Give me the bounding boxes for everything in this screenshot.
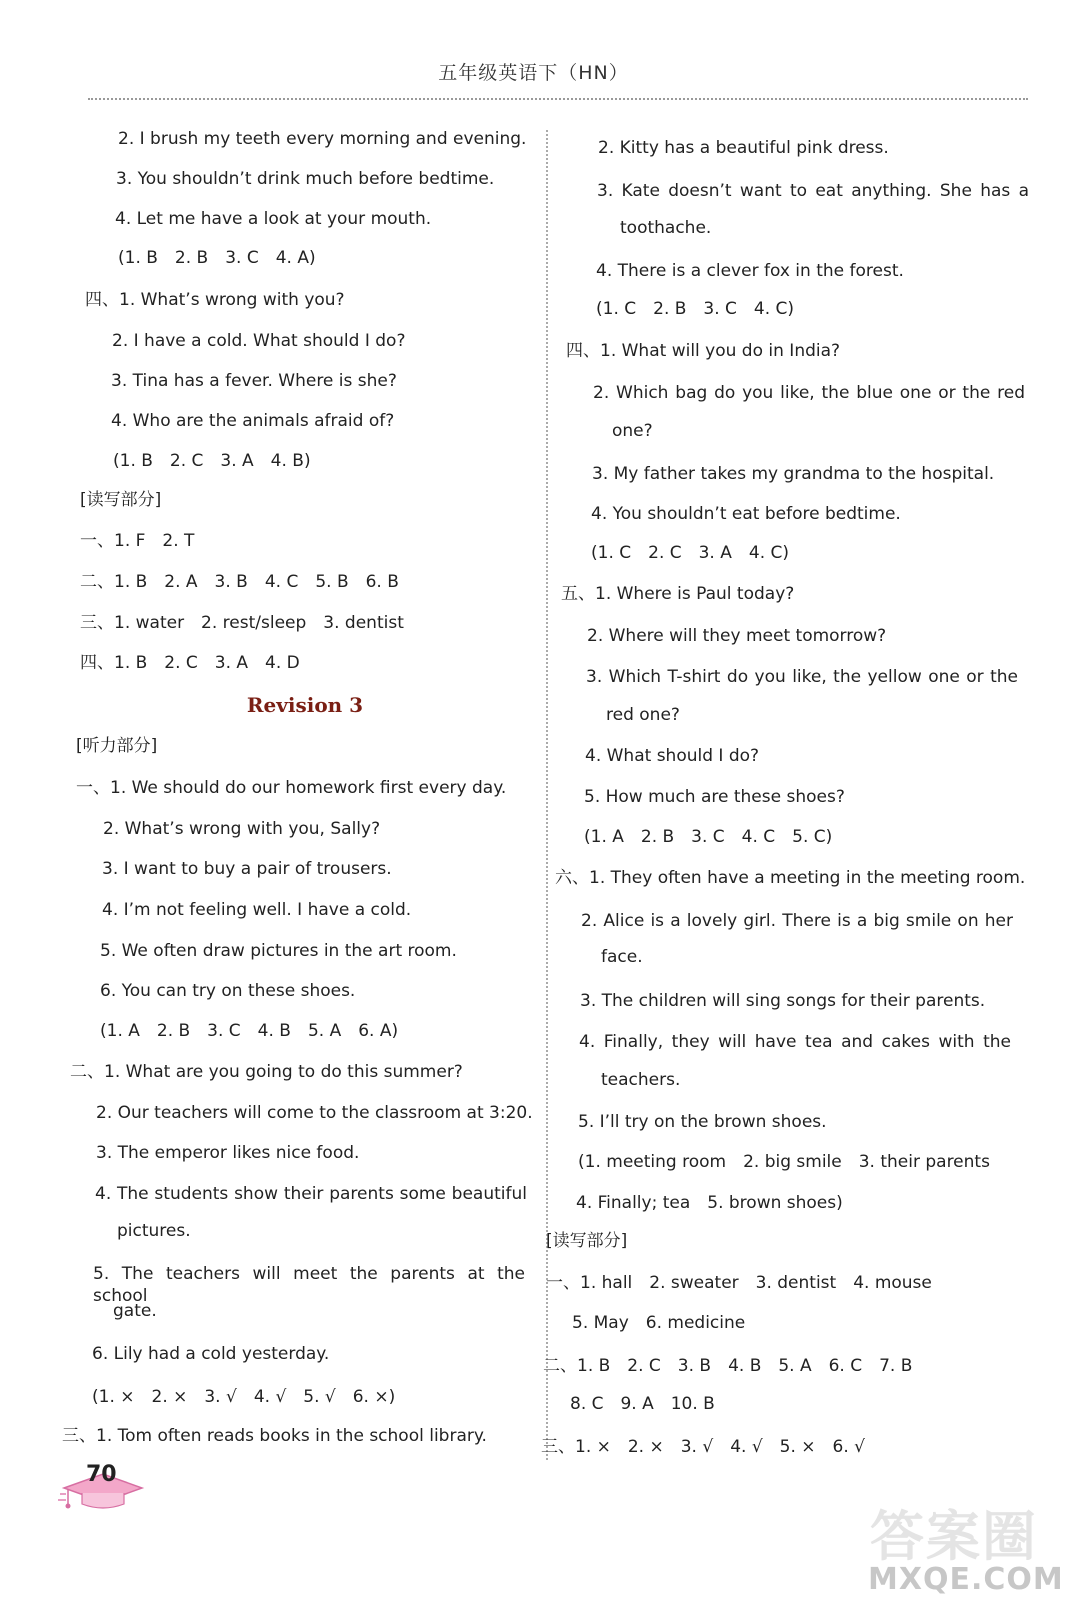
watermark-url: MXQE.COM	[868, 1562, 1064, 1597]
answer-key: 5. May 6. medicine	[572, 1313, 746, 1333]
section-label: [读写部分]	[546, 1231, 628, 1251]
answer-key: (1. A 2. B 3. C 4. B 5. A 6. A)	[100, 1021, 399, 1041]
left-line: 四、1. What’s wrong with you?	[85, 290, 345, 310]
answer-key: 二、1. B 2. C 3. B 4. B 5. A 6. C 7. B	[543, 1356, 913, 1376]
answer-key: 8. C 9. A 10. B	[570, 1394, 715, 1414]
left-line: 2. I have a cold. What should I do?	[112, 331, 406, 351]
left-line: 4. I’m not feeling well. I have a cold.	[102, 900, 412, 920]
left-line: 3. Tina has a fever. Where is she?	[111, 371, 397, 391]
page-number: 70	[86, 1462, 117, 1487]
right-line: 3. Kate doesn’t want to eat anything. She has a	[597, 181, 1029, 201]
column-divider	[546, 130, 548, 1460]
right-line: 3. The children will sing songs for their parents.	[580, 991, 986, 1011]
left-line: pictures.	[117, 1221, 191, 1241]
left-line: 二、1. What are you going to do this summer?	[70, 1062, 463, 1082]
right-line: 3. My father takes my grandma to the hospital.	[592, 464, 995, 484]
right-line: 四、1. What will you do in India?	[566, 341, 841, 361]
left-line: 2. What’s wrong with you, Sally?	[103, 819, 381, 839]
right-line: one?	[612, 421, 653, 441]
answer-key: (1. B 2. C 3. A 4. B)	[113, 451, 311, 471]
answer-key: 三、1. × 2. × 3. √ 4. √ 5. × 6. √	[541, 1437, 865, 1457]
section-label: [听力部分]	[76, 736, 158, 756]
watermark-logo: 答案圈	[870, 1505, 1038, 1568]
answer-key: (1. C 2. B 3. C 4. C)	[596, 299, 795, 319]
answer-key: 四、1. B 2. C 3. A 4. D	[80, 653, 300, 673]
left-line: gate.	[113, 1301, 157, 1321]
left-line: 3. I want to buy a pair of trousers.	[102, 859, 392, 879]
section-label: [读写部分]	[80, 490, 162, 510]
answer-key: 一、1. F 2. T	[80, 531, 195, 551]
answer-key: (1. meeting room 2. big smile 3. their parents	[578, 1152, 990, 1172]
right-line: 4. You shouldn’t eat before bedtime.	[591, 504, 901, 524]
right-line: 5. I’ll try on the brown shoes.	[578, 1112, 827, 1132]
right-line: 4. What should I do?	[585, 746, 760, 766]
right-line: 4. There is a clever fox in the forest.	[596, 261, 904, 281]
left-line: 一、1. We should do our homework first every day.	[76, 778, 507, 798]
right-line: teachers.	[601, 1070, 681, 1090]
right-line: 六、1. They often have a meeting in the meeting room.	[555, 868, 1026, 888]
page-header-title: 五年级英语下（HN）	[438, 62, 629, 84]
left-line: 4. Let me have a look at your mouth.	[115, 209, 432, 229]
answer-key: 4. Finally; tea 5. brown shoes)	[576, 1193, 843, 1213]
answer-key: 一、1. hall 2. sweater 3. dentist 4. mouse	[546, 1273, 932, 1293]
header-rule	[88, 98, 1028, 100]
answer-key: 二、1. B 2. A 3. B 4. C 5. B 6. B	[80, 572, 399, 592]
left-line: 6. Lily had a cold yesterday.	[92, 1344, 330, 1364]
left-line: 2. I brush my teeth every morning and evening.	[118, 129, 527, 149]
answer-key: (1. B 2. B 3. C 4. A)	[118, 248, 316, 268]
right-line: 五、1. Where is Paul today?	[561, 584, 795, 604]
left-line: 4. Who are the animals afraid of?	[111, 411, 395, 431]
left-line: 三、1. Tom often reads books in the school library.	[62, 1426, 487, 1446]
right-line: 3. Which T-shirt do you like, the yellow one or the	[586, 667, 1018, 687]
left-line: 2. Our teachers will come to the classroom at 3:20.	[96, 1103, 533, 1123]
right-line: 2. Alice is a lovely girl. There is a big smile on her	[581, 911, 1013, 931]
right-line: 2. Kitty has a beautiful pink dress.	[598, 138, 889, 158]
right-line: 2. Where will they meet tomorrow?	[587, 626, 887, 646]
right-line: toothache.	[620, 218, 712, 238]
right-line: 2. Which bag do you like, the blue one or the red	[593, 383, 1025, 403]
left-line: 6. You can try on these shoes.	[100, 981, 356, 1001]
left-line: 3. The emperor likes nice food.	[96, 1143, 360, 1163]
answer-key: 三、1. water 2. rest/sleep 3. dentist	[80, 613, 404, 633]
answer-key: (1. × 2. × 3. √ 4. √ 5. √ 6. ×)	[92, 1387, 396, 1407]
right-line: face.	[601, 947, 643, 967]
right-line: 5. How much are these shoes?	[584, 787, 845, 807]
revision-title: Revision 3	[246, 693, 364, 717]
left-line: 3. You shouldn’t drink much before bedtime.	[116, 169, 495, 189]
answer-key: (1. C 2. C 3. A 4. C)	[591, 543, 789, 563]
right-line: 4. Finally, they will have tea and cakes with the	[579, 1032, 1011, 1052]
left-line: 5. The teachers will meet the parents at the school	[93, 1264, 525, 1306]
answer-key: (1. A 2. B 3. C 4. C 5. C)	[584, 827, 833, 847]
left-line: 5. We often draw pictures in the art room.	[100, 941, 457, 961]
left-line: 4. The students show their parents some beautiful	[95, 1184, 527, 1204]
right-line: red one?	[606, 705, 680, 725]
